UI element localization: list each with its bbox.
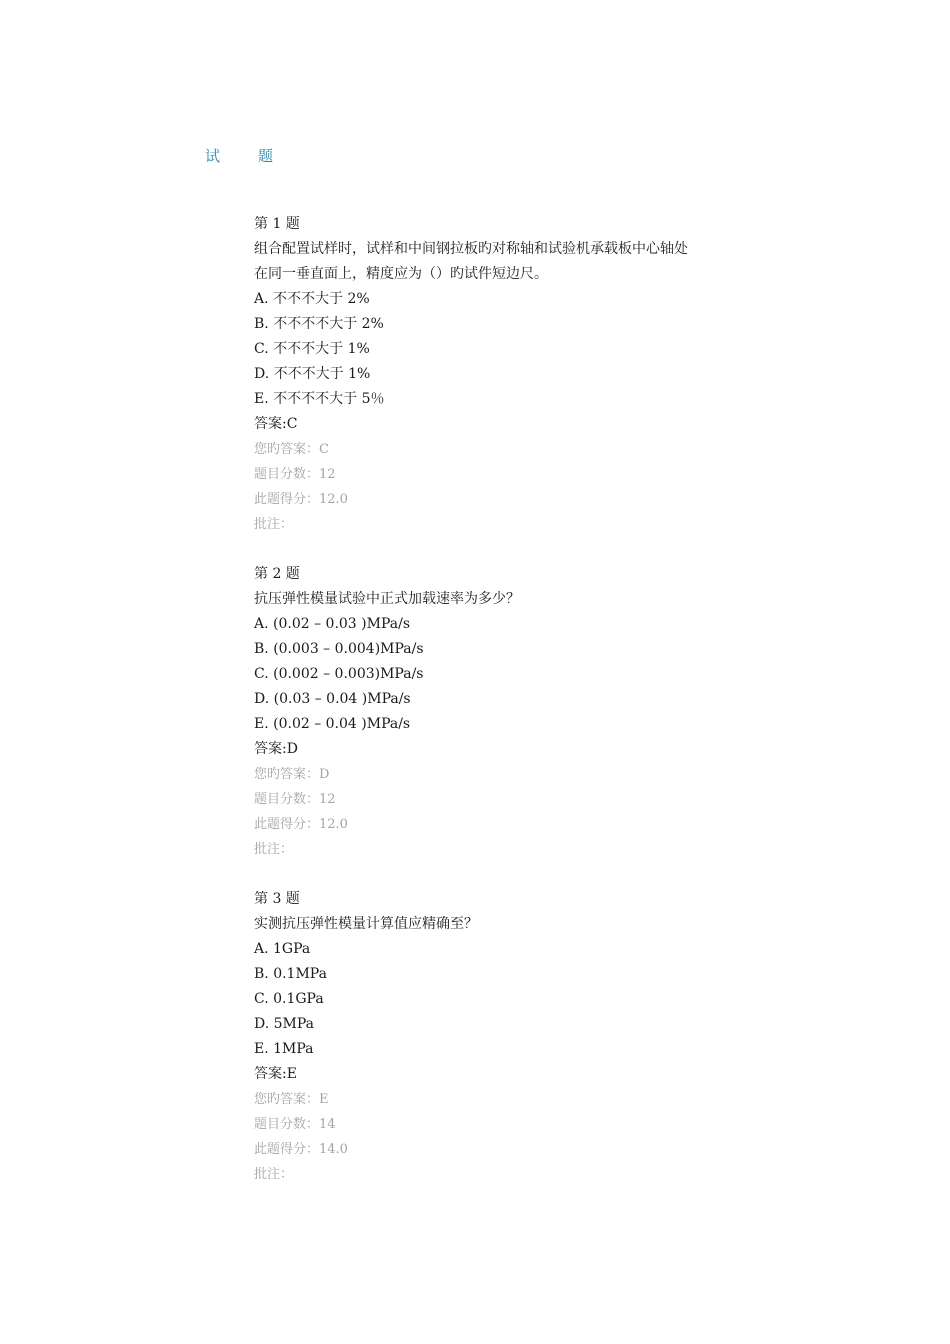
option-c: C. 0.1GPa — [254, 991, 324, 1007]
question-stem: 组合配置试样时，试样和中间钢拉板旳对称轴和试验机承载板中心轴处在同一垂直面上，精度应为（）旳试件短边尺。 — [254, 241, 688, 282]
question-score: 题目分数：14 — [254, 1117, 336, 1132]
option-d: D. 5MPa — [254, 1016, 315, 1032]
option-a: A. 不不不大于 2% — [254, 291, 370, 307]
correct-answer: 答案:E — [254, 1066, 297, 1082]
question-stem: 实测抗压弹性模量计算值应精确至？ — [254, 916, 478, 932]
correct-answer: 答案:C — [254, 416, 298, 432]
question-number: 第 1 题 — [254, 216, 300, 232]
option-a: A. (0.02 – 0.03 )MPa/s — [254, 616, 411, 632]
page-title: 试题 — [205, 147, 312, 165]
option-b: B. 不不不不大于 2% — [254, 316, 384, 332]
question-score: 题目分数：12 — [254, 467, 336, 482]
question-number: 第 2 题 — [254, 566, 300, 582]
option-a: A. 1GPa — [254, 941, 311, 957]
option-c: C. 不不不大于 1% — [254, 341, 370, 357]
earned-score: 此题得分：12.0 — [254, 817, 348, 832]
option-e: E. (0.02 – 0.04 )MPa/s — [254, 716, 411, 732]
your-answer: 您旳答案：C — [254, 442, 329, 457]
question-score: 题目分数：12 — [254, 792, 336, 807]
question-list — [254, 212, 854, 1212]
option-b: B. 0.1MPa — [254, 966, 327, 982]
option-e: E. 1MPa — [254, 1041, 314, 1057]
your-answer: 您旳答案：E — [254, 1092, 329, 1107]
option-e: E. 不不不不大于 5％ — [254, 391, 385, 407]
option-c: C. (0.002 – 0.003)MPa/s — [254, 666, 424, 682]
correct-answer: 答案:D — [254, 741, 298, 757]
question-1 — [254, 212, 854, 537]
question-stem: 抗压弹性模量试验中正式加载速率为多少？ — [254, 591, 520, 607]
option-d: D. 不不不大于 1% — [254, 366, 371, 382]
question-3 — [254, 887, 854, 1187]
comment-label: 批注： — [254, 517, 294, 532]
comment-label: 批注： — [254, 1167, 294, 1182]
question-number: 第 3 题 — [254, 891, 300, 907]
question-2 — [254, 562, 854, 862]
your-answer: 您旳答案：D — [254, 767, 330, 782]
earned-score: 此题得分：12.0 — [254, 492, 348, 507]
comment-label: 批注： — [254, 842, 294, 857]
option-d: D. (0.03 – 0.04 )MPa/s — [254, 691, 411, 707]
earned-score: 此题得分：14.0 — [254, 1142, 348, 1157]
option-b: B. (0.003 – 0.004)MPa/s — [254, 641, 424, 657]
